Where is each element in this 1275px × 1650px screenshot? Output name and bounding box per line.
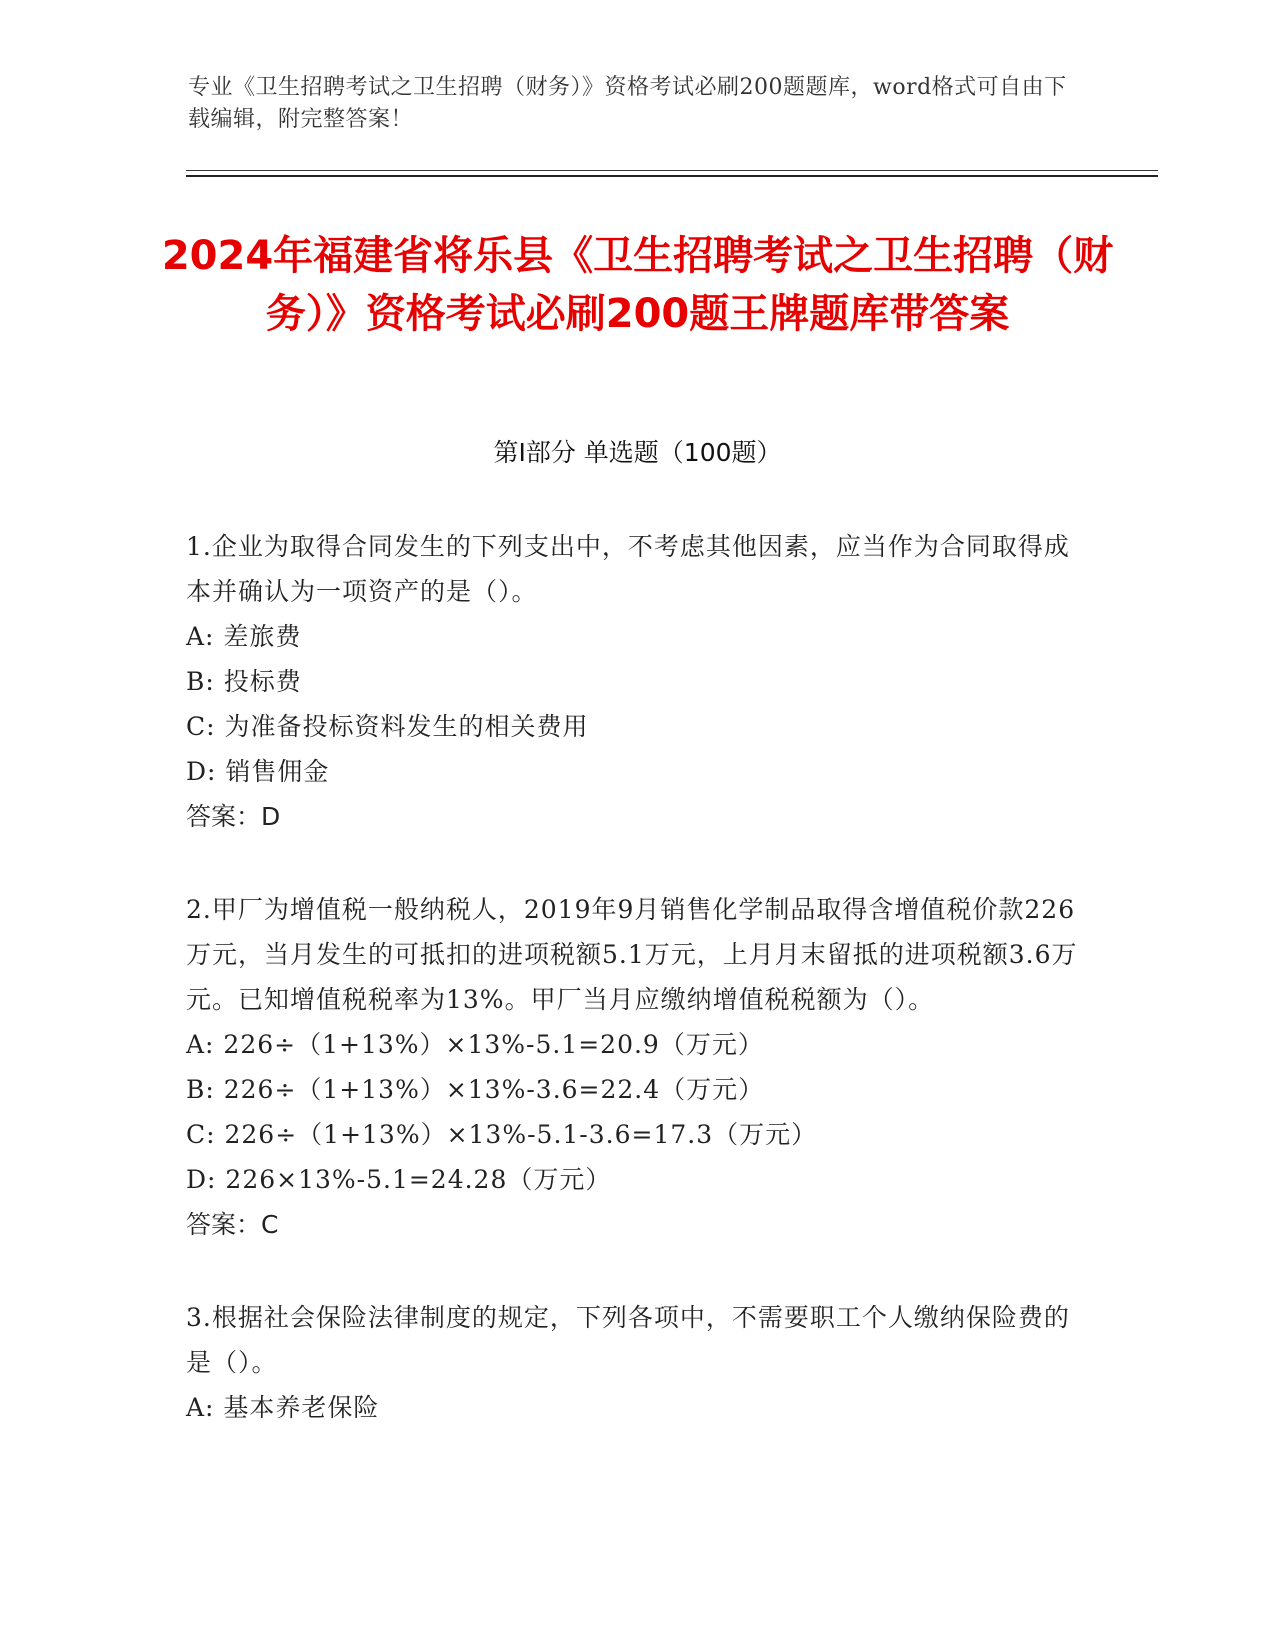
option-b: B: 投标费 [186,667,302,696]
question-stem: 2.甲厂为增值税一般纳税人，2019年9月销售化学制品取得含增值税价款226万元，当月发生的可抵扣的进项税额5.1万元，上月月末留抵的进项税额3.6万元。已知增值税税率为13%。甲厂当月应缴纳增值税税额为（）。 [186,895,1078,1014]
option-a: A: 基本养老保险 [186,1393,380,1422]
option-b: B: 226÷（1+13%）×13%-3.6=22.4（万元） [186,1075,765,1104]
question-list [186,524,1086,1478]
answer: 答案：C [186,1210,279,1239]
option-a: A: 差旅费 [186,622,302,651]
question-2 [186,887,1086,1247]
question-1 [186,524,1086,839]
document-title: 2024年福建省将乐县《卫生招聘考试之卫生招聘（财务）》资格考试必刷200题王牌题库带答案 [161,233,1114,337]
option-d: D: 销售佣金 [186,757,330,786]
answer: 答案：D [186,802,281,831]
option-a: A: 226÷（1+13%）×13%-5.1=20.9（万元） [186,1030,764,1059]
option-c: C: 为准备投标资料发生的相关费用 [186,712,589,741]
section-title: 第I部分 单选题（100题） [493,438,782,467]
question-stem: 1.企业为取得合同发生的下列支出中，不考虑其他因素，应当作为合同取得成本并确认为一项资产的是（）。 [186,532,1070,606]
header-rule-thick [186,175,1158,177]
question-stem: 3.根据社会保险法律制度的规定，下列各项中，不需要职工个人缴纳保险费的是（）。 [186,1303,1070,1377]
option-c: C: 226÷（1+13%）×13%-5.1-3.6=17.3（万元） [186,1120,818,1149]
question-3 [186,1295,1086,1430]
option-d: D: 226×13%-5.1=24.28（万元） [186,1165,612,1194]
header-note: 专业《卫生招聘考试之卫生招聘（财务）》资格考试必刷200题题库，word格式可自由下载编辑，附完整答案！ [188,75,1067,132]
header-rule-thin [186,170,1158,171]
